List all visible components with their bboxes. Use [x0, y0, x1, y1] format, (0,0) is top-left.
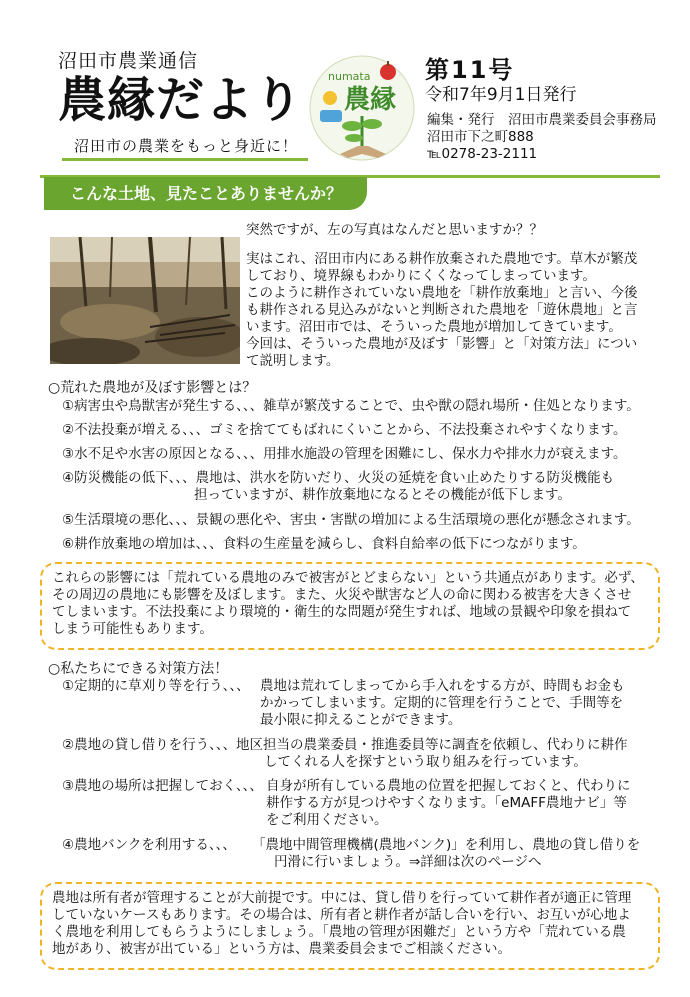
measure-line: 地区担当の農業委員・推進委員等に調査を依頼し、代わりに耕作: [236, 737, 628, 753]
measure-text: [252, 837, 640, 871]
measure-line: してくれる人を探すという取り組みを行っています。: [264, 754, 587, 770]
newsletter-title: 農縁だより: [58, 72, 304, 128]
intro-text: [246, 222, 666, 370]
logo-small-text: numata: [328, 70, 371, 83]
effects-heading: ○荒れた農地が及ぼす影響とは？: [48, 380, 257, 396]
measure-text: [266, 778, 631, 829]
intro-line: も耕作される見込みがないと判断された農地を「遊休農地」と言: [246, 302, 638, 318]
intro-line: います。沼田市では、そういった農地が増加してきています。: [246, 319, 622, 335]
logo-big-text: 農縁: [344, 85, 397, 115]
intro-line: しており、境界線もわかりにくくなってしまっています。: [246, 268, 596, 284]
issue-number: 第11号: [425, 56, 515, 84]
intro-line: このように耕作されていない農地を「耕作放棄地」と言い、今後: [246, 285, 638, 301]
note-line: 農地は所有者が管理することが大前提です。中には、貸し借りを行っていて耕作者が適正に管理: [52, 890, 632, 906]
effect-item: ③水不足や水害の原因となる、、、用排水施設の管理を困難にし、保水力や排水力が衰えます。: [62, 446, 627, 462]
effect-line: 担っていますが、耕作放棄地になるとその機能が低下します。: [194, 487, 571, 503]
tagline: 沼田市の農業をもっと身近に！: [62, 133, 308, 161]
note-line: てしまいます。不法投棄により環境的・衛生的な問題が発生すれば、地域の景観や印象を損ねて: [52, 604, 632, 620]
publisher-address: 沼田市下之町888: [427, 129, 534, 145]
measure-lead: ④農地バンクを利用する、、、: [62, 837, 236, 853]
note-line: しまう可能性もあります。: [52, 621, 213, 637]
effect-item: ①病害虫や鳥獣害が発生する、、、雑草が繁茂することで、虫や獣の隠れ場所・住処となります。: [62, 398, 640, 414]
measure-line: 最小限に抑えることができます。: [260, 712, 462, 728]
measure-text: [260, 678, 625, 729]
publisher-line: 編集・発行 沼田市農業委員会事務局: [427, 112, 657, 128]
measure-line: 耕作する方が見つけやすくなります。「eMAFF農地ナビ」等: [266, 795, 627, 811]
measure-lead: ②農地の貸し借りを行う、、、: [62, 737, 237, 753]
intro-line: て説明します。: [246, 353, 340, 369]
measure-text: [236, 737, 628, 771]
newsletter-series-label: 沼田市農業通信: [58, 50, 199, 72]
intro-question: 突然ですが、左の写真はなんだと思いますか？？: [246, 222, 543, 238]
issue-date: 令和7年9月1日発行: [425, 85, 577, 105]
measure-line: かかってしまいます。定期的に管理を行うことで、手間等を: [260, 695, 624, 711]
measure-line: 円滑に行いましょう。⇒詳細は次のページへ: [274, 854, 542, 870]
effect-item: [62, 470, 614, 504]
abandoned-farmland-photo: [50, 237, 240, 364]
section-banner: こんな土地、見たことありませんか？: [44, 177, 367, 210]
publisher-info: [427, 112, 657, 163]
measure-line: 自身が所有している農地の位置を把握しておくと、代わりに: [266, 778, 631, 794]
measure-line: 「農地中間管理機構(農地バンク)」を利用し、農地の貸し借りを: [252, 837, 641, 853]
effect-line: ④防災機能の低下、、、農地は、洪水を防いだり、火災の延焼を食い止めたりする防災機能も: [62, 470, 615, 486]
measure-line: をご利用ください。: [266, 812, 388, 828]
note-line: その周辺の農地にも影響を及ぼします。また、火災や獣害など人の命に関わる被害を大きくさせ: [52, 587, 632, 603]
intro-line: 実はこれ、沼田市内にある耕作放棄された農地です。草木が繁茂: [246, 251, 638, 267]
effect-item: ②不法投棄が増える、、、ゴミを捨ててもばれにくいことから、不法投棄されやすくなります。: [62, 422, 627, 438]
measure-lead: ①定期的に草刈り等を行う、、、: [62, 678, 250, 694]
consultation-note-box: [40, 882, 660, 970]
note-line: これらの影響には「荒れている農地のみで被害がとどまらない」という共通点があります。必ず、: [52, 570, 644, 586]
note-line: 地があり、被害が出ている」という方は、農業委員会までご相談ください。: [52, 941, 511, 957]
note-line: く農地を利用してもらうようにしましょう。「農地の管理が困難だ」という方や「荒れている農: [52, 924, 626, 940]
nouen-logo: [306, 50, 418, 168]
measure-line: 農地は荒れてしまってから手入れをする方が、時間もお金も: [260, 678, 625, 694]
publisher-phone: ℡0278-23-2111: [427, 146, 538, 162]
effect-item: ⑤生活環境の悪化、、、景観の悪化や、害虫・害獣の増加による生活環境の悪化が懸念されます。: [62, 512, 640, 528]
intro-line: 今回は、そういった農地が及ぼす「影響」と「対策方法」につい: [246, 336, 638, 352]
measure-lead: ③農地の場所は把握しておく、、、: [62, 778, 263, 794]
impact-note-box: [40, 562, 660, 650]
effect-item: ⑥耕作放棄地の増加は、、、食料の生産量を減らし、食料自給率の低下につながります。: [62, 536, 586, 552]
measures-heading: ○私たちにできる対策方法！: [48, 661, 229, 677]
note-line: していないケースもあります。その場合は、所有者と耕作者が話し合いを行い、お互いが心地よ: [52, 907, 631, 923]
